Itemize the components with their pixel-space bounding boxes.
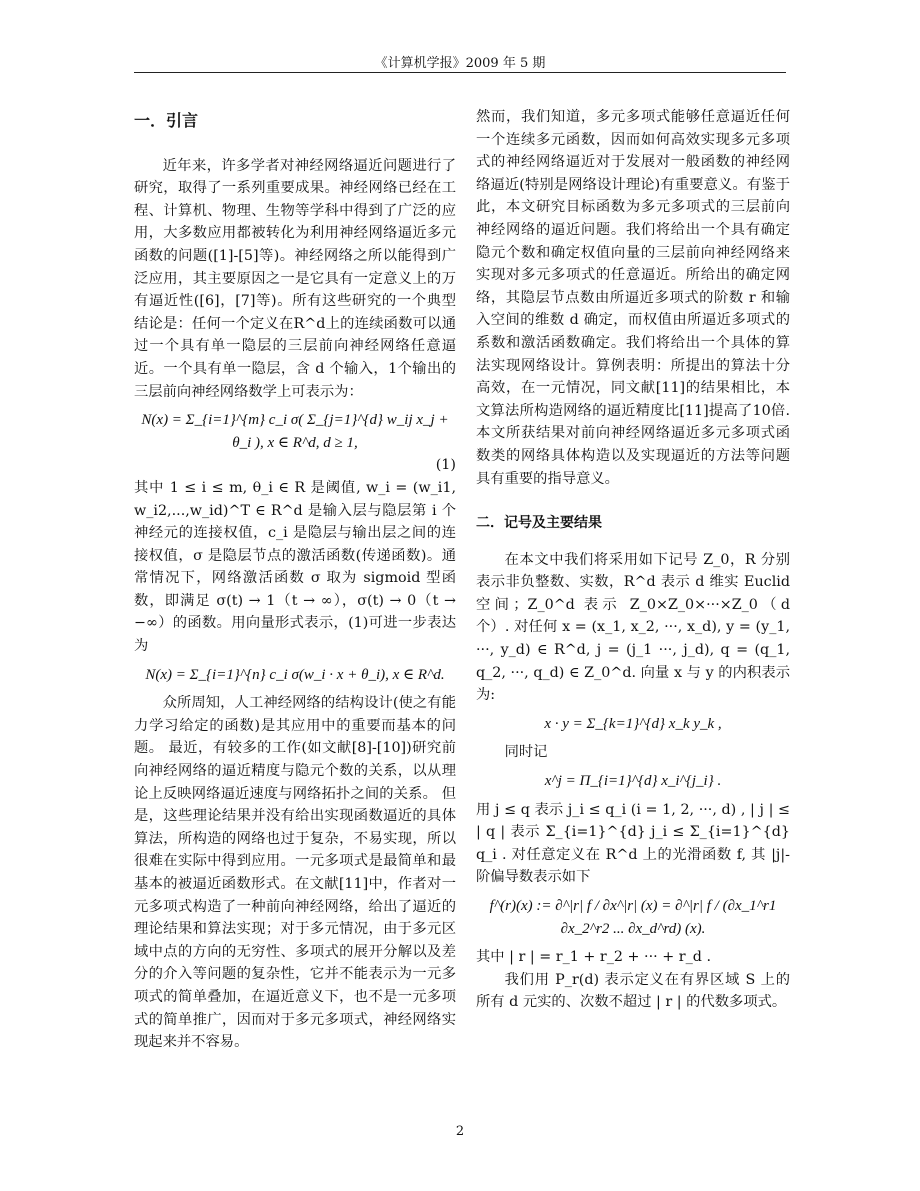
right-column bbox=[476, 106, 790, 1014]
page-number: 2 bbox=[455, 1124, 465, 1139]
notation-paragraph-1: 在本文中我们将采用如下记号 Z_0，R 分别表示非负整数、实数，R^d 表示 d 维实 Euclid 空间；Z_0^d 表示 Z_0×Z_0×···×Z_0（d 个）. 对任何 x = (x_1, x_2, ···, x_d), y = (y_1, ···, y_d) ∈ R^d, j = (j_1 ···, j_d), q = (q_1, q_2, ···, q_d) ∈ Z_0^d. 向量 x 与 y 的内积表示为: bbox=[476, 551, 790, 704]
equation-monomial: x^j = Π_{i=1}^{d} x_i^{j_i} . bbox=[544, 773, 722, 790]
notation-paragraph-5: 我们用 P_r(d) 表示定义在有界区域 S 上的所有 d 元实的、次数不超过 | r | 的代数多项式。 bbox=[476, 971, 790, 1011]
equation-2: N(x) = Σ_{i=1}^{n} c_i σ(w_i · x + θ_i), x ∈ R^d. bbox=[145, 666, 445, 683]
equation-1: N(x) = Σ_{i=1}^{m} c_i σ( Σ_{j=1}^{d} w_ij x_j + θ_i ), x ∈ R^d, d ≥ 1, bbox=[141, 412, 449, 451]
running-title: 《计算机学报》2009 年 5 期 bbox=[374, 56, 546, 71]
intro-paragraph-3: 众所周知，人工神经网络的结构设计(使之有能力学习给定的函数)是其应用中的重要而基本的问题。 最近，有较多的工作(如文献[8]-[10])研究前向神经网络的逼近精度与隐元个数的关系，以从理论上反映网络逼近速度与网络拓扑之间的关系。 但是，这些理论结果并没有给出实现函数逼近的具体算法，所构造的网络也过于复杂，不易实现，所以很难在实际中得到应用。一元多项式是最简单和最基本的被逼近函数形式。在文献[11]中，作者对一元多项式构造了一种前向神经网络，给出了逼近的理论结果和算法实现；对于多元情况，由于多元区域中点的方向的无穷性、多项式的展开分解以及差分的介入等问题的复杂性，它并不能表示为一元多项式的简单叠加，在逼近意义下，也不是一元多项式的简单推广，因而对于多元多项式，神经网络实现起来并不容易。 bbox=[134, 695, 456, 1051]
intro-paragraph-4: 然而，我们知道，多元多项式能够任意逼近任何一个连续多元函数，因而如何高效实现多元多项式的神经网络逼近对于发展对一般函数的神经网络逼近(特别是网络设计理论)有重要意义。有鉴于此，本文研究目标函数为多元多项式的三层前向神经网络的逼近问题。我们将给出一个具有确定隐元个数和确定权值向量的三层前向神经网络来实现对多元多项式的任意逼近。所给出的确定网络，其隐层节点数由所逼近多项式的阶数 r 和输入空间的维数 d 确定，而权值由所逼近多项式的系数和激活函数确定。我们将给出一个具体的算法实现网络设计。算例表明：所提出的算法十分高效，在一元情况，同文献[11]的结果相比，本文算法所构造网络的逼近精度比[11]提高了10倍. 本文所获结果对前向神经网络逼近多元多项式函数类的网络具体构造以及实现逼近的方法等问题具有重要的指导意义。 bbox=[476, 109, 790, 487]
notation-paragraph-3: 用 j ≤ q 表示 j_i ≤ q_i (i = 1, 2, ···, d) , | j | ≤ | q | 表示 Σ_{i=1}^{d} j_i ≤ Σ_{i=1}^{d} q_i . 对任意定义在 R^d 上的光滑函数 f, 其 |j|-阶偏导数表示如下 bbox=[476, 801, 790, 886]
notation-paragraph-2: 同时记 bbox=[504, 744, 548, 761]
equation-partial-derivative: f^(r)(x) := ∂^|r| f / ∂x^|r| (x) = ∂^|r| f / (∂x_1^r1 ∂x_2^r2 ... ∂x_d^rd) (x). bbox=[489, 898, 777, 937]
equation-1-number: (1) bbox=[435, 457, 456, 474]
equation-inner-product: x · y = Σ_{k=1}^{d} x_k y_k , bbox=[544, 715, 722, 732]
section-2-title: 二．记号及主要结果 bbox=[476, 515, 602, 532]
intro-paragraph-1: 近年来，许多学者对神经网络逼近问题进行了研究，取得了一系列重要成果。神经网络已经在工程、计算机、物理、生物等学科中得到了广泛的应用，大多数应用都被转化为利用神经网络逼近多元函数的问题([1]-[5]等)。神经网络之所以能得到广泛应用，其主要原因之一是它具有一定意义上的万有逼近性([6]，[7]等)。所有这些研究的一个典型结论是：任何一个定义在R^d上的连续函数可以通过一个具有单一隐层的三层前向神经网络任意逼近。一个具有单一隐层，含 d 个输入，1个输出的三层前向神经网络数学上可表示为： bbox=[134, 157, 456, 400]
section-1-title: 一．引言 bbox=[134, 111, 199, 130]
left-column bbox=[134, 106, 456, 1054]
intro-paragraph-2: 其中 1 ≤ i ≤ m, θ_i ∈ R 是阈值, w_i = (w_i1, w_i2,...,w_id)^T ∈ R^d 是输入层与隐层第 i 个神经元的连接权值，c_i 是隐层与输出层之间的连接权值，σ 是隐层节点的激活函数(传递函数)。通常情况下，网络激活函数 σ 取为 sigmoid 型函数，即满足 σ(t) → 1（t → ∞），σ(t) → 0（t → −∞）的函数。用向量形式表示，(1)可进一步表达为 bbox=[134, 479, 456, 655]
notation-paragraph-4: 其中 | r | = r_1 + r_2 + ··· + r_d . bbox=[476, 949, 711, 966]
header-rule bbox=[134, 72, 786, 73]
